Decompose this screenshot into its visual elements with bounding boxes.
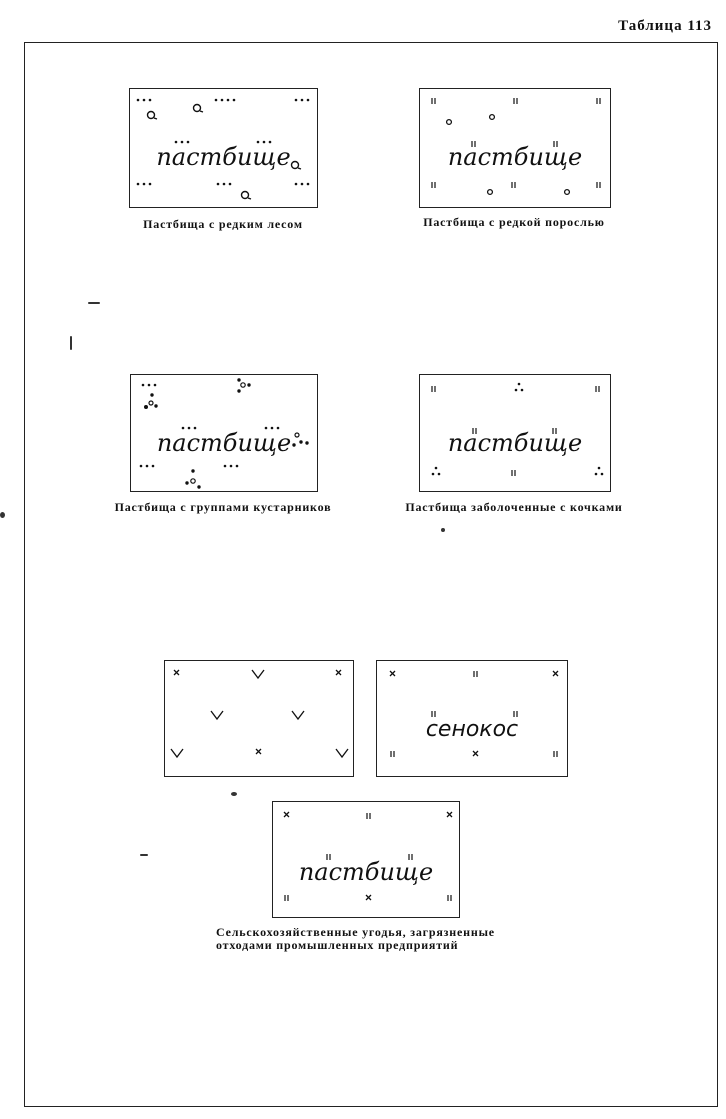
symbol-word: пастбище — [447, 143, 583, 171]
symbol-word: пастбище — [447, 429, 583, 457]
caption-polluted-lands — [216, 926, 536, 952]
symbol-word: сенокос — [425, 717, 519, 742]
caption-swampy-hummocks: Пастбища заболоченные с кочками — [405, 500, 623, 514]
scan-speck — [70, 336, 72, 350]
legend-polluted-pasture-symbol — [272, 801, 460, 918]
legend-polluted-plain-symbol — [164, 660, 354, 777]
legend-sparse-forest-symbol — [129, 88, 318, 208]
legend-polluted-hayfield-symbol — [376, 660, 568, 777]
scan-speck — [140, 854, 148, 856]
legend-shrub-groups-symbol — [130, 374, 318, 492]
symbol-word: пастбище — [156, 429, 292, 457]
symbol-word: пастбище — [298, 858, 434, 886]
caption-shrub-groups: Пастбища с группами кустарников — [114, 500, 332, 514]
scan-speck — [0, 512, 5, 518]
legend-sparse-undergrowth-symbol — [419, 88, 611, 208]
scan-speck — [231, 792, 237, 796]
polluted-plain-pattern — [165, 661, 353, 776]
caption-line-2: отходами промышленных предприятий — [216, 938, 459, 952]
legend-swampy-hummocks-symbol — [419, 374, 611, 492]
caption-sparse-undergrowth: Пастбища с редкой порослью — [423, 215, 605, 229]
page-header: Таблица 113 — [618, 18, 712, 34]
scan-speck — [88, 302, 100, 304]
caption-line-1: Сельскохозяйственные угодья, загрязненные — [216, 925, 495, 939]
scan-speck — [441, 528, 445, 532]
caption-sparse-forest: Пастбища с редким лесом — [143, 217, 303, 231]
symbol-word: пастбище — [156, 143, 291, 171]
